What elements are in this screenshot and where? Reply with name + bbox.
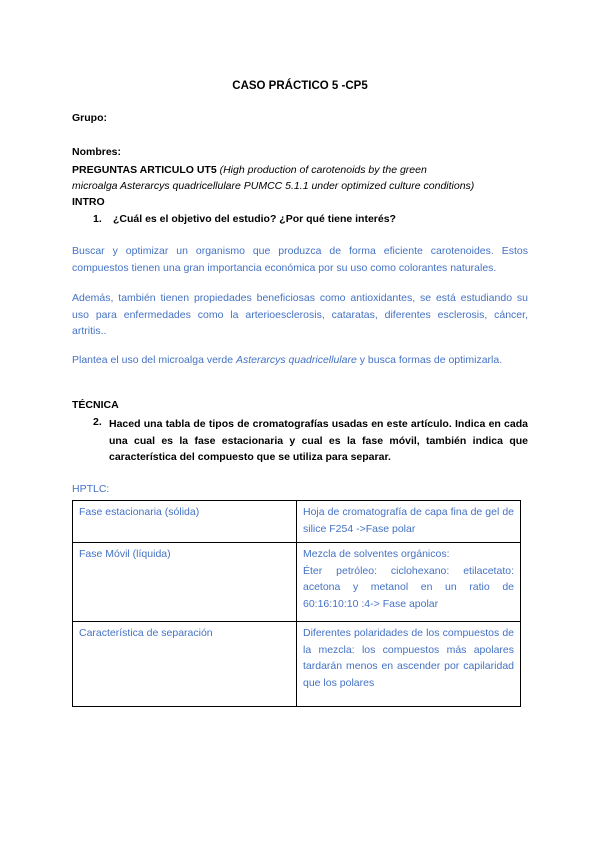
chromatography-table — [72, 500, 521, 707]
question2-number: 2. — [93, 416, 102, 428]
answer1-paragraph3 — [72, 352, 528, 369]
table-cell-label: Fase Móvil (líquida) — [73, 543, 297, 622]
answer1-paragraph1: Buscar y optimizar un organismo que produzca de forma eficiente carotenoides. Estos compuestos tienen una gran importancia económica por su uso como colorantes naturales. — [72, 245, 528, 274]
answer1-p3-before: Plantea el uso del microalga verde — [72, 354, 237, 366]
preguntas-line — [72, 164, 427, 176]
nombres-label: Nombres: — [72, 146, 122, 158]
mobile-phase-line1: Mezcla de solventes orgánicos: — [303, 548, 450, 560]
hptlc-label: HPTLC: — [72, 483, 110, 495]
article-title-line1: (High production of carotenoids by the green — [219, 164, 427, 176]
table-cell-value: Diferentes polaridades de los compuestos de la mezcla: los compuestos más apolares tardarán menos en ascender por capilaridad que los polares — [297, 622, 521, 707]
answer1-paragraph2: Además, también tienen propiedades beneficiosas como antioxidantes, se está estudiando su uso para enfermedades como la arterioesclerosis, cataratas, diferentes esclerosis, cáncer, artritis.. — [72, 292, 528, 337]
table-row — [73, 622, 521, 707]
table-row — [73, 543, 521, 622]
article-title-line2: microalga Asterarcys quadricellulare PUMCC 5.1.1 under optimized culture conditions) — [72, 180, 475, 192]
table-cell-label: Característica de separación — [73, 622, 297, 707]
answer1-species: Asterarcys quadricellulare — [236, 354, 357, 366]
question2-text: Haced una tabla de tipos de cromatografías usadas en este artículo. Indica en cada una cual es la fase estacionaria y cual es la fase móvil, también indica que característica del compuesto que se utiliza para separar. — [109, 418, 528, 463]
document-title: CASO PRÁCTICO 5 -CP5 — [232, 80, 368, 92]
preguntas-label: PREGUNTAS ARTICULO UT5 — [72, 164, 217, 176]
table-cell-value: Hoja de cromatografía de capa fina de gel de silice F254 ->Fase polar — [297, 501, 521, 543]
table-row — [73, 501, 521, 543]
intro-heading: INTRO — [72, 196, 105, 208]
mobile-phase-line2: Éter petróleo: ciclohexano: etilacetato: acetona y metanol en un ratio de 60:16:10:10 :4-> Fase apolar — [303, 564, 514, 610]
table-cell-label: Fase estacionaria (sólida) — [73, 501, 297, 543]
question1-number: 1. — [93, 213, 102, 225]
question1-text: ¿Cuál es el objetivo del estudio? ¿Por qué tiene interés? — [113, 213, 396, 225]
grupo-label: Grupo: — [72, 112, 107, 124]
table-cell-value — [297, 543, 521, 622]
answer1-p3-after: y busca formas de optimizarla. — [356, 354, 503, 366]
tecnica-heading: TÉCNICA — [72, 399, 119, 411]
